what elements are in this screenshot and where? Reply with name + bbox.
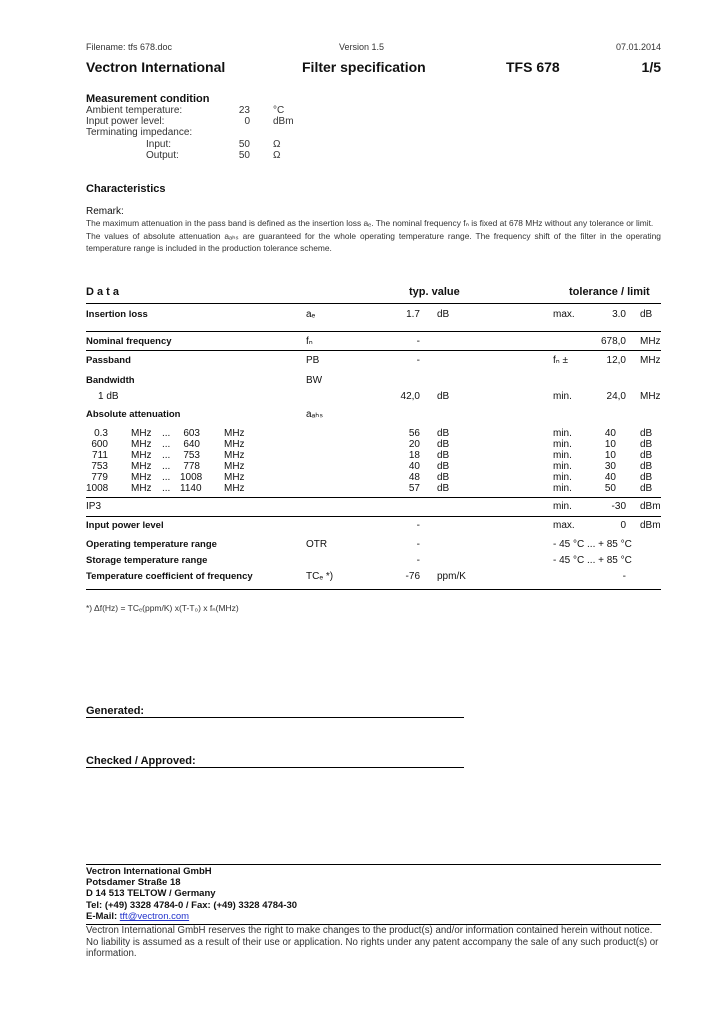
range-dots: ... — [162, 483, 171, 494]
tolerance-unit: MHz — [640, 391, 661, 402]
tolerance-value: - — [622, 571, 626, 582]
freq-to: 1008 — [180, 472, 203, 483]
footer-phone: Tel: (+49) 3328 4784-0 / Fax: (+49) 3328 4784-30 — [86, 900, 298, 911]
tolerance-kind: max. — [553, 520, 575, 531]
tolerance-value: 40 — [604, 472, 616, 483]
divider — [86, 497, 661, 498]
freq-from: 600 — [91, 439, 108, 450]
tolerance-value: 10 — [604, 450, 616, 461]
row-label: Input power level — [86, 520, 164, 531]
measurement-label: Terminating impedance: — [86, 127, 193, 138]
measurement-unit: Ω — [273, 139, 281, 150]
row-label: Passband — [86, 355, 131, 366]
tolerance-value: 10 — [604, 439, 616, 450]
range-dots: ... — [162, 472, 171, 483]
footer-company: Vectron International GmbH — [86, 866, 212, 877]
typ-value: 48 — [408, 472, 420, 483]
tolerance-unit: dBm — [640, 501, 661, 512]
tolerance-kind: min. — [553, 483, 572, 494]
freq-to: 640 — [183, 439, 200, 450]
tolerance-unit: dBm — [640, 520, 661, 531]
typ-value: 18 — [408, 450, 420, 461]
characteristics-title: Characteristics — [86, 183, 166, 195]
typ-unit: dB — [437, 472, 450, 483]
checked-signature-line — [86, 767, 464, 768]
row-label: Insertion loss — [86, 309, 148, 320]
divider — [86, 516, 661, 517]
row-symbol: OTR — [306, 539, 328, 550]
row-label: Temperature coefficient of frequency — [86, 571, 253, 582]
freq-unit: MHz — [224, 450, 245, 461]
measurement-value: 23 — [238, 105, 250, 116]
tolerance-unit: dB — [640, 461, 653, 472]
tolerance-value: 678,0 — [600, 336, 626, 347]
measurement-label: Input power level: — [86, 116, 165, 127]
col-header-typ: typ. value — [409, 286, 460, 298]
freq-to: 1140 — [180, 483, 202, 494]
row-label: IP3 — [86, 501, 102, 512]
range-dots: ... — [162, 450, 171, 461]
typ-value: 56 — [408, 428, 420, 439]
tolerance-value: 50 — [604, 483, 616, 494]
company-name: Vectron International — [86, 59, 226, 75]
row-label: 1 dB — [98, 391, 119, 402]
row-label: Operating temperature range — [86, 539, 217, 550]
range-dots: ... — [162, 461, 171, 472]
freq-unit: MHz — [224, 439, 245, 450]
tolerance-kind: min. — [553, 450, 572, 461]
tolerance-unit: MHz — [640, 355, 661, 366]
tolerance-value: 40 — [604, 428, 616, 439]
tolerance-unit: MHz — [640, 336, 661, 347]
row-symbol: BW — [306, 375, 323, 386]
typ-value: - — [416, 555, 420, 566]
tolerance-value: 0 — [620, 520, 626, 531]
freq-from: 779 — [91, 472, 108, 483]
date: 07.01.2014 — [615, 42, 661, 52]
row-symbol: fₙ — [306, 336, 313, 347]
freq-from: 1008 — [86, 483, 109, 494]
tolerance-value: -30 — [611, 501, 626, 512]
divider — [86, 350, 661, 351]
tolerance-unit: dB — [640, 439, 653, 450]
remark-label: Remark: — [86, 206, 124, 217]
footer-divider — [86, 864, 661, 865]
generated-label: Generated: — [86, 705, 145, 717]
divider — [86, 589, 661, 590]
tolerance-unit: dB — [640, 472, 653, 483]
divider — [86, 331, 661, 332]
col-header-tolerance: tolerance / limit — [569, 286, 650, 298]
typ-unit: dB — [437, 461, 450, 472]
disclaimer-line: No liability is assumed as a result of their use or application. No rights under any patent accompany the sale of any such product(s) or — [86, 937, 659, 948]
typ-unit: dB — [437, 450, 450, 461]
generated-signature-line — [86, 717, 464, 718]
freq-unit: MHz — [131, 450, 152, 461]
range-dots: ... — [162, 428, 171, 439]
typ-value: 42,0 — [400, 391, 420, 402]
row-symbol: PB — [306, 355, 320, 366]
typ-value: 57 — [408, 483, 420, 494]
measurement-value: 50 — [238, 139, 250, 150]
freq-unit: MHz — [224, 428, 245, 439]
row-label: Nominal frequency — [86, 336, 172, 347]
document-title: Filter specification — [302, 59, 426, 75]
freq-unit: MHz — [131, 439, 152, 450]
divider — [86, 303, 661, 304]
typ-value: - — [416, 539, 420, 550]
tolerance-kind: max. — [553, 309, 575, 320]
freq-unit: MHz — [131, 472, 152, 483]
footer-street: Potsdamer Straße 18 — [86, 877, 181, 888]
footnote: *) Δf(Hz) = TCₑ(ppm/K) x(T-T₀) x fₙ(MHz) — [86, 603, 239, 613]
typ-value: - — [416, 520, 420, 531]
row-symbol: TCₑ *) — [306, 571, 334, 582]
tolerance-kind: - 45 °C ... + 85 °C — [553, 555, 632, 566]
tolerance-unit: dB — [640, 309, 653, 320]
typ-value: 40 — [408, 461, 420, 472]
disclaimer-line: information. — [86, 948, 137, 959]
measurement-value: 0 — [244, 116, 250, 127]
tolerance-unit: dB — [640, 450, 653, 461]
measurement-unit: Ω — [273, 150, 281, 161]
freq-unit: MHz — [131, 483, 152, 494]
measurement-unit: dBm — [273, 116, 294, 127]
typ-unit: dB — [437, 483, 450, 494]
measurement-label: Input: — [146, 139, 172, 150]
remark-line: The values of absolute attenuation aₐₕₛ are guaranteed for the whole operating temperature range. The frequency shift of the filter in the operating — [86, 231, 661, 241]
freq-from: 711 — [92, 450, 108, 461]
tolerance-kind: fₙ ± — [553, 355, 569, 366]
tolerance-unit: dB — [640, 428, 653, 439]
col-header-data: D a t a — [86, 286, 120, 298]
checked-label: Checked / Approved: — [86, 755, 196, 767]
typ-value: 20 — [408, 439, 420, 450]
typ-unit: dB — [437, 428, 450, 439]
tolerance-kind: min. — [553, 428, 572, 439]
product-id: TFS 678 — [506, 59, 560, 75]
measurement-value: 50 — [238, 150, 250, 161]
freq-unit: MHz — [131, 428, 152, 439]
footer-email-label: E-Mail: — [86, 911, 118, 922]
tolerance-unit: dB — [640, 483, 653, 494]
remark-line: The maximum attenuation in the pass band is defined as the insertion loss aₑ. The nominal frequency fₙ is fixed at 678 MHz without any tolerance or limit. — [86, 218, 654, 228]
row-symbol: aₑ — [306, 309, 316, 320]
measurement-label: Ambient temperature: — [86, 105, 183, 116]
row-label: Storage temperature range — [86, 555, 208, 566]
tolerance-kind: min. — [553, 439, 572, 450]
tolerance-value: 24,0 — [606, 391, 626, 402]
tolerance-kind: min. — [553, 501, 572, 512]
freq-unit: MHz — [224, 461, 245, 472]
range-dots: ... — [162, 439, 171, 450]
page-number: 1/5 — [641, 59, 661, 75]
tolerance-value: 30 — [604, 461, 616, 472]
tolerance-kind: min. — [553, 391, 572, 402]
freq-unit: MHz — [131, 461, 152, 472]
typ-unit: dB — [437, 439, 450, 450]
freq-from: 0.3 — [94, 428, 108, 439]
footer-email-link[interactable]: tft@vectron.com — [119, 911, 190, 922]
remark-line: temperature range is included in the production tolerance scheme. — [86, 243, 332, 253]
typ-value: 1.7 — [406, 309, 420, 320]
measurement-label: Output: — [146, 150, 179, 161]
typ-value: - — [416, 336, 420, 347]
tolerance-value: 12,0 — [606, 355, 626, 366]
tolerance-value: 3.0 — [612, 309, 626, 320]
freq-unit: MHz — [224, 472, 245, 483]
typ-unit: ppm/K — [437, 571, 466, 582]
typ-unit: dB — [437, 309, 450, 320]
row-symbol: aₐₕₛ — [306, 409, 324, 420]
tolerance-kind: - 45 °C ... + 85 °C — [553, 539, 632, 550]
typ-value: -76 — [405, 571, 420, 582]
freq-to: 603 — [183, 428, 200, 439]
tolerance-kind: min. — [553, 461, 572, 472]
footer-city: D 14 513 TELTOW / Germany — [86, 888, 216, 899]
freq-to: 753 — [183, 450, 200, 461]
row-label: Absolute attenuation — [86, 409, 181, 420]
tolerance-kind: min. — [553, 472, 572, 483]
measurement-unit: °C — [273, 105, 285, 116]
row-label: Bandwidth — [86, 375, 135, 386]
typ-value: - — [416, 355, 420, 366]
measurement-title: Measurement condition — [86, 93, 210, 105]
typ-unit: dB — [437, 391, 450, 402]
filename: Filename: tfs 678.doc — [86, 42, 173, 52]
freq-unit: MHz — [224, 483, 245, 494]
version: Version 1.5 — [339, 42, 385, 52]
disclaimer-line: Vectron International GmbH reserves the right to make changes to the product(s) and/or information contained herein without notice. — [86, 925, 653, 936]
freq-to: 778 — [183, 461, 200, 472]
freq-from: 753 — [91, 461, 108, 472]
